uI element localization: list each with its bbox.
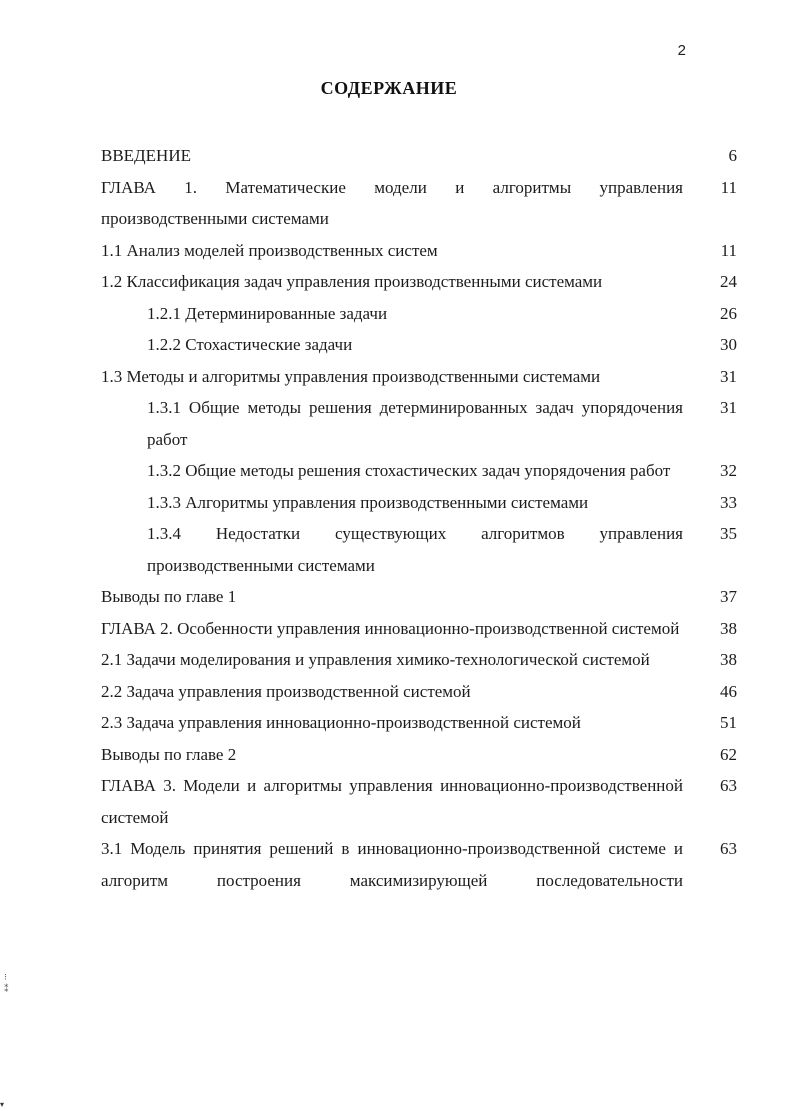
toc-entry-page: 11 (720, 240, 737, 260)
page-title: СОДЕРЖАНИЕ (320, 78, 458, 98)
toc-entry-3-1 (101, 833, 741, 896)
toc-entry-conclusions-2 (101, 739, 741, 771)
toc-entry-page: 62 (720, 744, 737, 764)
toc-entry-2-2 (101, 676, 741, 708)
toc-entry-text: 1.3 Методы и алгоритмы управления производственными системами (101, 366, 601, 386)
toc-entry-text: 2.2 Задача управления производственной системой (101, 681, 471, 701)
toc-entry-1-3-4 (101, 518, 741, 581)
toc-entry-page: 63 (720, 776, 737, 795)
toc-entry-page: 38 (720, 650, 737, 669)
toc-entry-page: 35 (720, 524, 737, 543)
margin-scan-mark: ⁝ (4, 973, 7, 983)
toc-entry-text: 3.1 Модель принятия решений в инновационно-производственной системе и алгоритм построения максимизирующей последовательности (101, 839, 683, 890)
toc-entry-text: 2.3 Задача управления инновационно-производственной системой (101, 713, 581, 732)
toc-entry-1-3-1 (101, 392, 741, 455)
corner-scan-mark: ▾ (0, 1100, 5, 1109)
toc-entry-text: 1.3.4 Недостатки существующих алгоритмов управления производственными системами (147, 524, 683, 575)
toc-entry-page: 38 (720, 618, 737, 638)
toc-entry-conclusions-1 (101, 581, 741, 613)
toc-entry-1-1 (101, 235, 741, 267)
toc-entry-text: 1.3.2 Общие методы решения стохастических задач упорядочения работ (147, 461, 671, 480)
toc-entry-chapter-2 (101, 613, 741, 645)
toc-entry-text: 1.3.1 Общие методы решения детерминированных задач упорядочения работ (147, 398, 683, 449)
toc-entry-page: 51 (720, 713, 737, 732)
toc-entry-text: Выводы по главе 1 (101, 587, 237, 606)
toc-entry-2-3 (101, 707, 741, 739)
toc-entry-page: 31 (720, 398, 737, 417)
toc-entry-text: ГЛАВА 2. Особенности управления инновационно-производственной системой (101, 618, 680, 638)
toc-entry-chapter-1 (101, 172, 741, 235)
toc-entry-text: 1.2 Классификация задач управления производственными системами (101, 272, 603, 291)
table-of-contents (101, 140, 741, 896)
toc-entry-introduction (101, 140, 741, 172)
toc-entry-text: Выводы по главе 2 (101, 744, 237, 764)
toc-entry-1-2-2 (101, 329, 741, 361)
toc-entry-page: 11 (720, 177, 737, 197)
toc-entry-2-1 (101, 644, 741, 676)
toc-entry-page: 33 (720, 492, 737, 512)
toc-entry-text: 1.2.2 Стохастические задачи (147, 335, 353, 354)
margin-scan-mark: ⁑ (4, 985, 9, 995)
toc-entry-page: 31 (720, 366, 737, 386)
toc-entry-text: 1.3.3 Алгоритмы управления производственными системами (147, 492, 589, 512)
toc-entry-chapter-3 (101, 770, 741, 833)
toc-entry-text: 1.1 Анализ моделей производственных систем (101, 240, 438, 260)
toc-entry-1-3-2 (101, 455, 741, 487)
toc-entry-page: 37 (720, 587, 737, 606)
page-number: 2 (677, 42, 686, 59)
toc-entry-page: 63 (720, 839, 737, 858)
toc-entry-page: 6 (728, 146, 737, 165)
toc-entry-page: 26 (720, 303, 737, 323)
toc-entry-1-3 (101, 361, 741, 393)
toc-entry-page: 46 (720, 681, 737, 701)
toc-entry-page: 30 (720, 335, 737, 354)
toc-entry-1-2-1 (101, 298, 741, 330)
toc-entry-text: ВВЕДЕНИЕ (101, 146, 191, 165)
toc-entry-text: 1.2.1 Детерминированные задачи (147, 303, 388, 323)
toc-entry-text: ГЛАВА 3. Модели и алгоритмы управления инновационно-производственной системой (101, 776, 683, 827)
toc-entry-1-3-3 (101, 487, 741, 519)
toc-entry-page: 24 (720, 272, 737, 291)
toc-entry-text: ГЛАВА 1. Математические модели и алгоритмы управления производственными системами (101, 177, 683, 228)
toc-entry-text: 2.1 Задачи моделирования и управления химико-технологической системой (101, 650, 650, 669)
toc-entry-1-2 (101, 266, 741, 298)
toc-entry-page: 32 (720, 461, 737, 480)
